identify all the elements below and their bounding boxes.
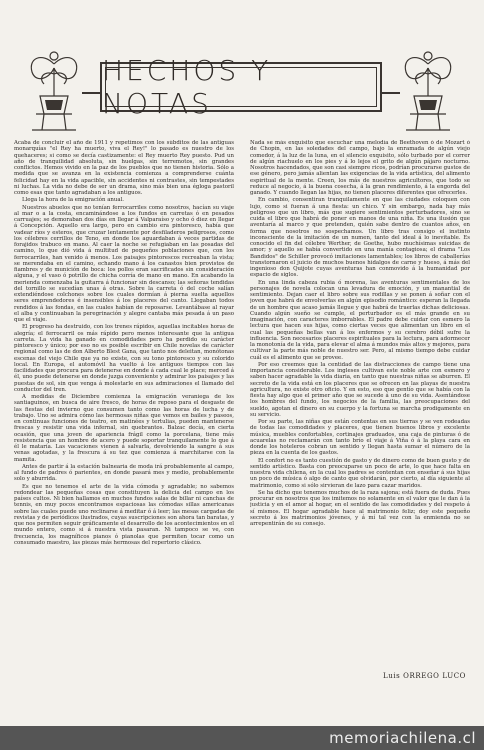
- paragraph: El confort no es tanto cuestión de gasto y de dinero como de buen gusto y de sentido artístico. Basta con preocuparse un poco de arte, lo que hace falta en nuestra vida chilena, en la cual los padres se contentan con enseñar á sus hijas un poco de música ó algo de canto que olvidarán, por cierto, al día siguiente al matrimonio, como si sólo sirvieran de lazo para cazar maridos.: [250, 457, 470, 489]
- site-wordmark[interactable]: memoriachilena.cl: [329, 729, 476, 747]
- title-frame: [100, 54, 382, 120]
- section-title: HECHOS Y NOTAS: [102, 54, 272, 120]
- paragraph: Nada se más exquisito que escuchar una melodía de Beethoven ó de Mozart ó de Chopin, en las soledades del campo, bajo la enramada de algún viejo comedor, á la luz de la luna, en el silencio exquisito, sólo turbado por el correr de algún riachuelo en los pies y á lo lejos el grito de algún pájaro nocturno. Nosotros hacendados, que son casi siempre ricos, podrían procurarse gustos de ese género, pero jamás alientan las exigencias de la vida artística, del alimento espiritual de la mente. Creen, los más de nuestros agricultores, que todo se reduce al negocio, á la buena cosecha, á la gran rendimiento, á la engorda del ganado. Y cuando llegan las hijas, no tienen placeres diferentes que ofrecerles.: [250, 140, 470, 196]
- left-column: [14, 140, 234, 680]
- paragraph: En una linda cabeza rubia ó morena, las aventuras sentimentales de los personajes de novela colocan una levadura de emoción, y un manantial de sentimiento. Dejan caer el libro sobre sus rodillas y se ponen á soñar con el joven que habrá de envolverlas en algún episodio romántico: esperan la llegada de un hombre que acaso jamás llegue y que habrá de traerlas dichas deliciosas. Cuando algún sueño se cumple, el perturbador es el más grande en su imaginación, con caracteres imborrables. El padre debe cuidar con esmero la lectura que hacen sus hijas, como ciertas veces que alimentan un libro en el cual las pequeñas bellas van á los enfermos y su cerebro débil sufre la influencia. Son necesarios placeres espirituales para la lectura, para adormecer la monotonía de la vida, para elevar el alma á mundos más altos y mejores, para cultivar la parte más noble de nuestro ser. Pero, al mismo tiempo debe cuidar cuál es el alimento que se provee.: [250, 279, 470, 361]
- footer-bar: [0, 726, 484, 750]
- right-column: [250, 140, 470, 680]
- author-signature: Luis ORREGO LUCO: [382, 672, 466, 680]
- paragraph: Acaba de concluir el año de 1911 y repetimos con los súbditos de las antiguas monarquías "el Rey ha muerto, viva el Rey!" lo pasado es nuestro de los quehaceres; si como se decía castizamente: el Rey muerto Rey puesto. Pud un año de tranquilidad absoluta, sin huelgas, sin terremotos, sin grandes conflictos. Hemos vivido en la paz de los pueblos que no tienen historia. Sólo a medida que se avanza en la existencia comienza a comprenderse cuánta felicidad hay en la vida apacible, sin accidentes ni contrastes, sin tempestades ni luchas. La vida no debe de ser un drama, sino más bien una égloga pastoril como esas que tanto agradaban a los antiguos.: [14, 140, 234, 196]
- paragraph: A medidas de Diciembre comienza la emigración veraniega de los santiaguinos, en busca de aire fresco, de horas de reposo para el desgaste de las fiestas del invierno que consumen tanto como las horas de lucha y de trabajo. Uno se admira cómo las hermosas niñas que vemos en bailes y paseos, en continuas funciones de teatro, en matinées y tertulias, pueden mantenerse frescas y resistir una vida infernal, sin quebrantos. Balzac decía, en cierta ocasión, que una joven de apariencia frágil como la porcelana, tiene más resistencia que un hombre de acero y puede soportar tranquilamente lo que á él le mataría. Las vacaciones vienen á salvarla, devolviendo la sangre á sus venas agotadas, y la frescura á su tez que comienza á marchitarse con la mamita.: [14, 394, 234, 463]
- paragraph: Por eso creemos que la centidad de las distracciones de campo tiene una importancia considerable. Los ingleses cultivan este noble arte con esmero y saben hacer agradable la vida diaria, en tanto que nuestras niñas se aburren. El secreto de la vida está en los placeres que se ofrecen en las playas de nuestra agricultura, no existe otro oficio. Y en esto, eso que gentío que se había con la fiesta hay algo que el primer año que se sucede á uno de su vida. Asentándose los hombres del fundo, los negocios de la familia, las preocupaciones del sueldo, agotan el dinero en su cuerpo y la fortuna se marcha prodigamente en su servicio.: [250, 361, 470, 418]
- title-rule-left: [82, 92, 102, 94]
- paragraph: Antes de partir á la estación balnearia de moda irá probablemente al campo, al fundo de padres ó parientes, en donde pasará mes y medio, probablemente solo y aburrida.: [14, 463, 234, 483]
- paragraph: Nuestros abuelos que no tenían ferrocarriles como nosotros, hacían su viaje al mar o a la costa, encaminándose a los fundos en carretas ó en pesados carruajes; se demoraban dos días en llegar á Valparaíso y ocho ó diez en llegar á Concepción. Aquello era largo, pero en cambio era pintoresco, había que vadear ríos y esteros, que cruzar lentamente por desfiladeros peligrosos, como los célebres cerrillos de Teno, en donde los aguardaban á veces partidas de forajidos trabuco en mano. Al caer la noche se refugiaban en las posadas del camino, lo que dió vida á multitud de pequeños poblaciones que, con los ferrocarriles, han venido á menos. Los paisajes pintorescos recreaban la vista; se merendaba en el camino, echando mano á los canastos bien provistos de fiambres y de munición de boca: los pollos eran sacrificados sin consideración alguna, y el vaso ó potrillo de chicha corría de mano en mano. En acabando la merienda comenzaba la guitarra á funcionar sin descanso; las señoras tendidas del tornillo se sucedían unas á otras. Sobre la carreta ó del coche salían extendiéndose colchones sobre los cuales dormían á pierna suelta aquellos seres emprendedores é insensibles á los placeres del canto. Llegaban todos rendidos á las fondas, en las cuales habían de reposarse. Levantábase al rayar el alba y continuaban la peregrinación y alegre cantaba más pesada á un paso que el viaje.: [14, 204, 234, 323]
- paragraph: Llega la hora de la emigración anual.: [22, 197, 125, 204]
- ornamental-header: [14, 44, 468, 134]
- article-body: [14, 140, 470, 680]
- paragraph: Por su parte, las niñas que están contentas en sus tierras y se ven rodeadas de todas las comodidades y placeres, que tienen buenos libros y excelente música, muebles confortables, cortinajes graduados, una caja de pinturas ó de acuarelas no reclamarán con tanto brío el viaje á Viña ó á la playa cara en donde los hoteleros cobran un sentido y llegan hasta sumar el número de la pieza en la cuenta de los gastos.: [250, 419, 470, 457]
- paragraph: Se ha dicho que tenemos muchos de la raza sajona; está fuera de duda. Pues procurar en nosotros que los imitemos no solamente en el valor que le dan á la justicia y en el amor al hogar, en el sentido de las comodidades y del respeto á sí mismos. El hogar agradable hace al matrimonio feliz; doy este pequeño secreto á los matrimonios jóvenes, y á mí tal vez con la enmienda no se arrepentirán de su consejo.: [250, 489, 470, 527]
- paragraph: Es que no tenemos el arte de la vida cómoda y agradable; no sabemos redondear las pequeñas cosas que constituyen la delicia del campo en los países cultos. Ni bien hallamos en muchos fundos salas de billar ni canchas de tennis, en muy pocos encontramos espaciosas las cómodas sillas americanas sobre las cuales puede uno reclinarse á meditar ó á leer; las mesas cargadas de revistas y de periódicos ilustrados, cuyas suscripciones son ahora tan baratas, y que nos permiten seguir gráficamente el desarrollo de los acontecimientos en el mundo entero, como si á nuestra vista pasaran. Ni tampoco se ve, con frecuencia, los magníficos pianos ó pianolas que permiten tocar como un consumado maestro, las piezas más hermosas del repertorio clásico.: [14, 483, 234, 546]
- right-planter-ornament: [388, 44, 468, 134]
- paragraph: En cambio, consentiran tranquilamente en que las ciudades coloquen con lujo, como si fueran á una fiesta: un chico. Y sin embargo, nada hay más peligroso que un libro, más que sugiere sentimientos perturbadores, sino se cuida el libro que habrá de poner en manos de una niña. Es una ilusión que aventaría al marco y que pretenden, quién sabe dentro de cuantos años, en forma que nosotros no sospechamos. Un libro tras consigo el instinto inconsciente de la imitación de un numen, tanto del ideal á lo inevitable. Es conocido el fin del célebre Werther, de Goethe, hubo muchísimas suicidas de amor; y aquello se había convertido en una manía contagiosa; el drama "Los Bandidos" de Schiller provocó imitaciones lamentables; los libros de caballerías transtornaron el juicio de muchos buenos hidalgos de carne y hueso, á más del ingenioso don Quijote cuyas aventuras han conmovido á la humanidad por espacio de siglos.: [250, 197, 470, 279]
- left-planter-ornament: [14, 44, 94, 134]
- paragraph: El progreso ha destruido, con los trenes rápidos, aquellas incitables horas de alegría; el ferrocarril os más rápido pero menos interesante que la antigua carreta. La vida ha ganado en comodidades pero ha perdido su carácter pintoresco y único; por eso no es posible escribir en Chile novelas de carácter regional como las de don Alberto Blest Gana, que tanto nos deleitan, monótonas escenas del viejo Chile que ya no existe, con su tono pintoresco y su colorido local. En Europa, el automóvil ha vuelto á los antiguos tiempos con las facilidades que procura para detenerse en donde á cada cual le place; merced á él, uno puede detenerse en donde juzga conveniente y admirar los paisajes y las puestas de sol, sin que venga á molestarle en sus admiraciones el llamado del conductor del tren.: [14, 324, 234, 393]
